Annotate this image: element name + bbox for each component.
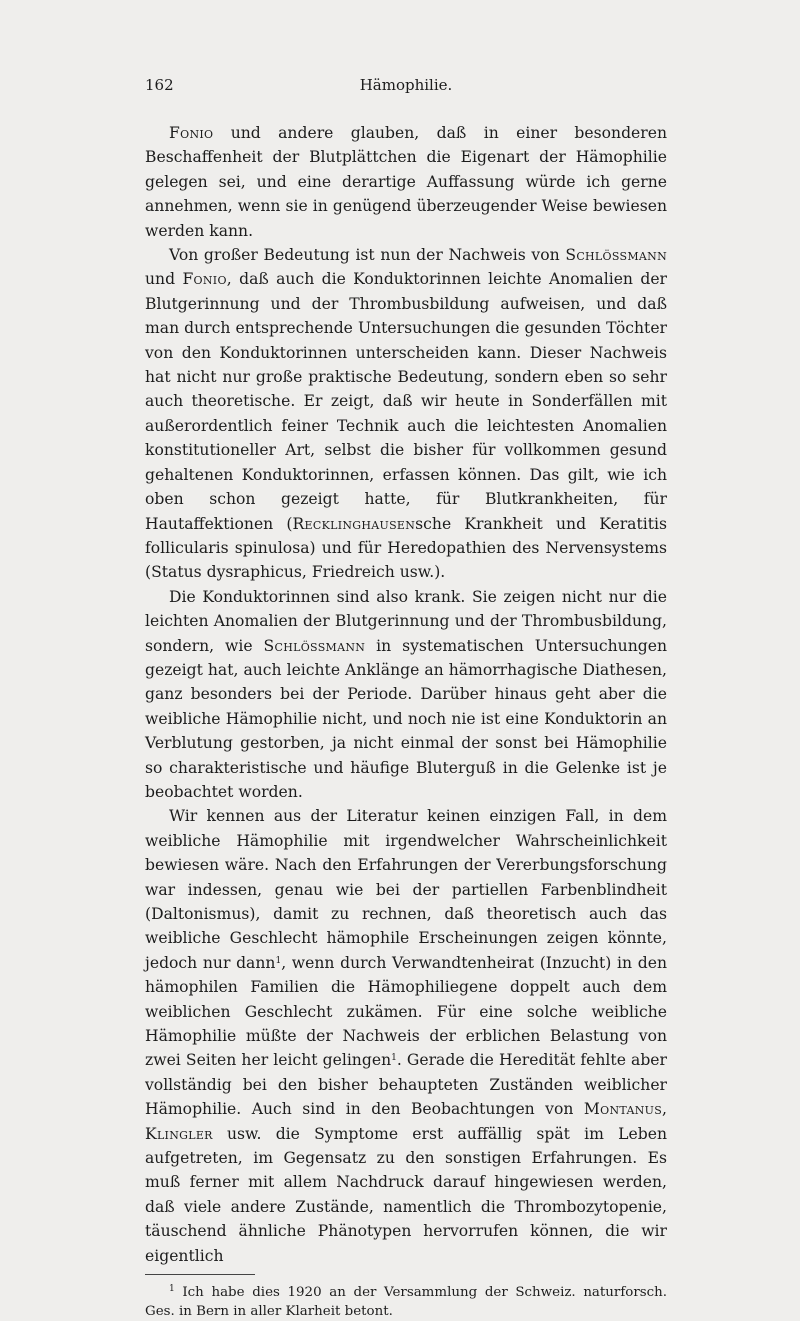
- text-run: in systematischen Untersuchungen gezeigt hat, auch leichte Anklänge an hämorrhagische Diathesen, ganz besonders bei der Periode. Darüber hinaus geht aber die weibliche Hämophilie nicht, und noch nie ist eine Konduktorin an Verblutung gestorben, ja nicht einmal der sonst bei Hämophilie so charakteristische und häufige Bluterguß in die Gelenke ist je beobachtet worden.: [145, 636, 667, 801]
- text-run: ,: [662, 1100, 667, 1119]
- footnote-reference: 1: [275, 955, 282, 966]
- author-name: Klingler: [145, 1124, 213, 1143]
- text-run: , wenn durch Verwandtenheirat (Inzucht) in den hämophilen Familien die Hämophiliegene doppelt auch dem weiblichen Geschlecht zukämen. Für eine solche weibliche Hämophilie müßte der Nachweis der erblichen Belastung von zwei Seiten her leicht gelingen: [145, 953, 667, 1070]
- footnote-marker: 1: [169, 1284, 175, 1295]
- running-title: Hämophilie.: [359, 76, 453, 94]
- footnote-text: Ich habe dies 1920 an der Versammlung der Schweiz. naturforsch. Ges. in Bern in aller Klarheit betont.: [145, 1285, 667, 1320]
- text-run: . Gerade die Heredität fehlte aber vollständig bei den bisher behaupteten Zuständen weiblicher Hämophilie. Auch sind in den Beobachtungen von: [145, 1051, 667, 1119]
- text-run: usw. die Symptome erst auffällig spät im Leben aufgetreten, im Gegensatz zu den sonstigen Erfahrungen. Es muß ferner mit allem Nachdruck darauf hingewiesen werden, daß viele andere Zustände, namentlich die Thrombozytopenie, täuschend ähnliche Phänotypen hervorrufen können, die wir eigentlich: [145, 1124, 667, 1265]
- body-text: [145, 121, 667, 1268]
- text-run: Die Konduktorinnen sind also krank. Sie zeigen nicht nur die leichten Anomalien der Blutgerinnung und der Thrombusbildung, sondern, wie: [145, 587, 667, 655]
- author-name: Schlössmann: [263, 636, 366, 655]
- text-run: Von großer Bedeutung ist nun der Nachweis von: [169, 246, 566, 265]
- author-name: Schlössmann: [565, 246, 667, 265]
- author-name: Recklinghausen: [292, 514, 416, 533]
- paragraph: [145, 585, 667, 805]
- page-header: [145, 76, 667, 102]
- text-run: sche Krankheit und Keratitis follicularis spinulosa) und für Heredopathien des Nervensystems (Status dysraphicus, Friedreich usw.).: [145, 514, 667, 582]
- page-number: 162: [145, 76, 174, 94]
- author-name: Fonio: [182, 270, 227, 289]
- paragraph: [145, 804, 667, 1268]
- paragraph: [145, 243, 667, 585]
- text-run: und andere glauben, daß in einer besonderen Beschaffenheit der Blutplättchen die Eigenart der Hämophilie gelegen sei, und eine derartige Auffassung würde ich gerne annehmen, wenn sie in genügend überzeugender Weise bewiesen werden kann.: [145, 124, 667, 240]
- text-run: , daß auch die Konduktorinnen leichte Anomalien der Blutgerinnung und der Thrombusbildung aufweisen, und daß man durch entsprechende Untersuchungen die gesunden Töchter von den Konduktorinnen unterscheiden kann. Dieser Nachweis hat nicht nur große praktische Bedeutung, sondern eben so sehr auch theoretische. Er zeigt, daß wir heute in Sonderfällen mit außerordentlich feiner Technik auch die leichtesten Anomalien konstitutioneller Art, selbst die bisher für vollkommen gesund gehaltenen Konduktorinnen, erfassen können. Das gilt, wie ich oben schon gezeigt hatte, für Blutkrankheiten, für Hautaffektionen (: [145, 270, 667, 533]
- footnote-divider: [145, 1274, 255, 1275]
- paragraph: [145, 121, 667, 243]
- author-name: Montanus: [583, 1100, 663, 1119]
- book-page: [145, 76, 667, 1321]
- footnote: [145, 1283, 667, 1321]
- author-name: Fonio: [169, 124, 214, 142]
- text-run: und: [145, 270, 183, 289]
- footnote-reference: 1: [391, 1053, 397, 1064]
- text-run: Wir kennen aus der Literatur keinen einzigen Fall, in dem weibliche Hämophilie mit irgendwelcher Wahrscheinlichkeit bewiesen wäre. Nach den Erfahrungen der Vererbungsforschung war indessen, genau wie bei der partiellen Farbenblindheit (Daltonismus), damit zu rechnen, daß theoretisch auch das weibliche Geschlecht hämophile Erscheinungen zeigen könnte, jedoch nur dann: [145, 807, 667, 972]
